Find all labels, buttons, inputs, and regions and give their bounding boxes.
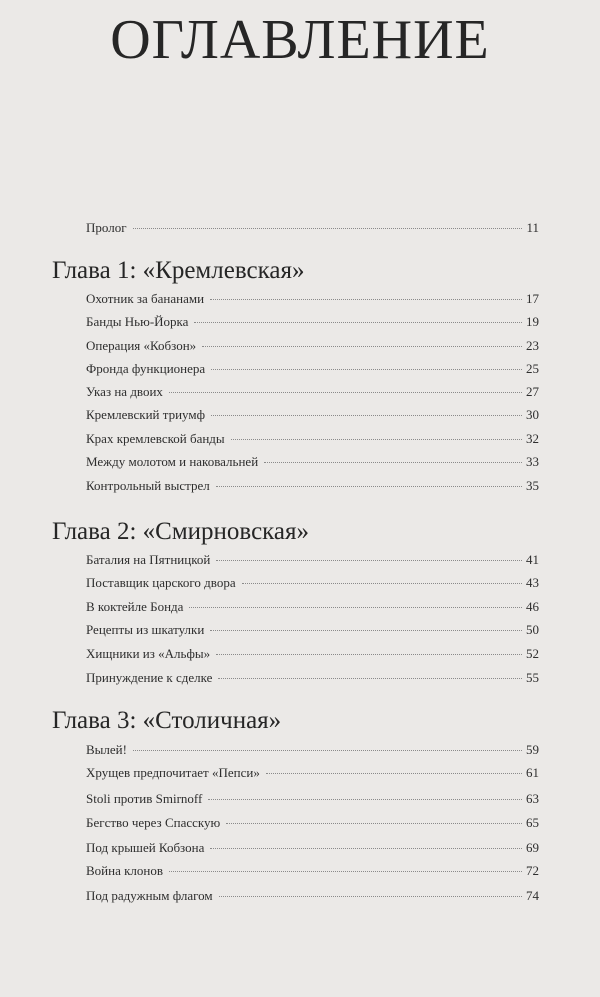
- toc-entry[interactable]: [86, 765, 539, 787]
- entry-label: Контрольный выстрел: [86, 478, 210, 493]
- dot-leader: [242, 583, 522, 584]
- dot-leader: [194, 322, 522, 323]
- entry-page-number: 65: [526, 815, 539, 830]
- entry-label: Вылей!: [86, 742, 127, 757]
- dot-leader: [231, 439, 522, 440]
- toc-entry[interactable]: [86, 575, 539, 597]
- entry-label: Крах кремлевской банды: [86, 431, 225, 446]
- entry-page-number: 25: [526, 361, 539, 376]
- entry-page-number: 50: [526, 622, 539, 637]
- entry-page-number: 23: [526, 338, 539, 353]
- dot-leader: [210, 630, 522, 631]
- entry-label: Банды Нью-Йорка: [86, 314, 189, 329]
- entry-label: Хрущев предпочитает «Пепси»: [86, 765, 260, 780]
- entry-page-number: 27: [526, 384, 539, 399]
- entry-label: Под крышей Кобзона: [86, 840, 205, 855]
- entry-page-number: 63: [526, 791, 539, 806]
- entry-page-number: 59: [526, 742, 539, 757]
- entry-label: Stoli против Smirnoff: [86, 791, 203, 806]
- toc-entry[interactable]: [86, 291, 539, 313]
- entry-label: Указ на двоих: [86, 384, 163, 399]
- entry-label: Баталия на Пятницкой: [86, 552, 211, 567]
- dot-leader: [226, 823, 522, 824]
- entry-page-number: 35: [526, 478, 539, 493]
- dot-leader: [133, 750, 522, 751]
- toc-entry[interactable]: [86, 384, 539, 406]
- dot-leader: [219, 896, 522, 897]
- toc-entry[interactable]: [86, 646, 539, 668]
- toc-entry[interactable]: [86, 478, 539, 500]
- entry-page-number: 69: [526, 840, 539, 855]
- entry-page-number: 30: [526, 407, 539, 422]
- dot-leader: [189, 607, 522, 608]
- entry-page-number: 52: [526, 646, 539, 661]
- dot-leader: [208, 799, 522, 800]
- entry-label: Под радужным флагом: [86, 888, 213, 903]
- entry-label: Поставщик царского двора: [86, 575, 236, 590]
- entry-label: Война клонов: [86, 863, 164, 878]
- toc-entry[interactable]: [86, 863, 539, 885]
- entry-label: Кремлевский триумф: [86, 407, 206, 422]
- dot-leader: [216, 560, 522, 561]
- toc-entry[interactable]: [86, 888, 539, 910]
- toc-entry[interactable]: [86, 338, 539, 360]
- entry-page-number: 41: [526, 552, 539, 567]
- toc-entry[interactable]: [86, 454, 539, 476]
- entry-page-number: 32: [526, 431, 539, 446]
- entry-page-number: 72: [526, 863, 539, 878]
- toc-entry[interactable]: [86, 431, 539, 453]
- entry-label: Пролог: [86, 220, 127, 235]
- entry-label: Рецепты из шкатулки: [86, 622, 205, 637]
- toc-entry[interactable]: [86, 407, 539, 429]
- entry-page-number: 19: [526, 314, 539, 329]
- toc-entry[interactable]: [86, 361, 539, 383]
- toc-entry[interactable]: [86, 670, 539, 692]
- entry-label: Хищники из «Альфы»: [86, 646, 211, 661]
- chapter-heading: Глава 2: «Смирновская»: [52, 518, 310, 545]
- dot-leader: [210, 299, 522, 300]
- entry-page-number: 11: [526, 220, 539, 235]
- dot-leader: [202, 346, 522, 347]
- entry-label: Фронда функционера: [86, 361, 206, 376]
- entry-label: Бегство через Спасскую: [86, 815, 221, 830]
- toc-entry[interactable]: [86, 622, 539, 644]
- toc-entry[interactable]: [86, 552, 539, 574]
- dot-leader: [218, 678, 522, 679]
- dot-leader: [169, 392, 522, 393]
- entry-page-number: 33: [526, 454, 539, 469]
- toc-entry[interactable]: [86, 314, 539, 336]
- dot-leader: [211, 369, 522, 370]
- entry-page-number: 43: [526, 575, 539, 590]
- toc-entry-prologue[interactable]: [86, 220, 539, 242]
- page-title: ОГЛАВЛЕНИЕ: [110, 9, 490, 71]
- entry-label: Принуждение к сделке: [86, 670, 213, 685]
- dot-leader: [216, 486, 522, 487]
- entry-label: Охотник за бананами: [86, 291, 205, 306]
- dot-leader: [266, 773, 522, 774]
- dot-leader: [264, 462, 522, 463]
- entry-page-number: 55: [526, 670, 539, 685]
- dot-leader: [169, 871, 522, 872]
- entry-page-number: 46: [526, 599, 539, 614]
- toc-entry[interactable]: [86, 599, 539, 621]
- dot-leader: [133, 228, 522, 229]
- toc-entry[interactable]: [86, 791, 539, 813]
- entry-label: Операция «Кобзон»: [86, 338, 197, 353]
- entry-label: В коктейле Бонда: [86, 599, 184, 614]
- toc-entry[interactable]: [86, 840, 539, 862]
- dot-leader: [216, 654, 522, 655]
- entry-page-number: 17: [526, 291, 539, 306]
- entry-label: Между молотом и наковальней: [86, 454, 259, 469]
- dot-leader: [210, 848, 522, 849]
- toc-entry[interactable]: [86, 742, 539, 764]
- toc-entry[interactable]: [86, 815, 539, 837]
- dot-leader: [211, 415, 522, 416]
- chapter-heading: Глава 3: «Столичная»: [52, 707, 282, 734]
- chapter-heading: Глава 1: «Кремлевская»: [52, 257, 305, 284]
- entry-page-number: 74: [526, 888, 539, 903]
- entry-page-number: 61: [526, 765, 539, 780]
